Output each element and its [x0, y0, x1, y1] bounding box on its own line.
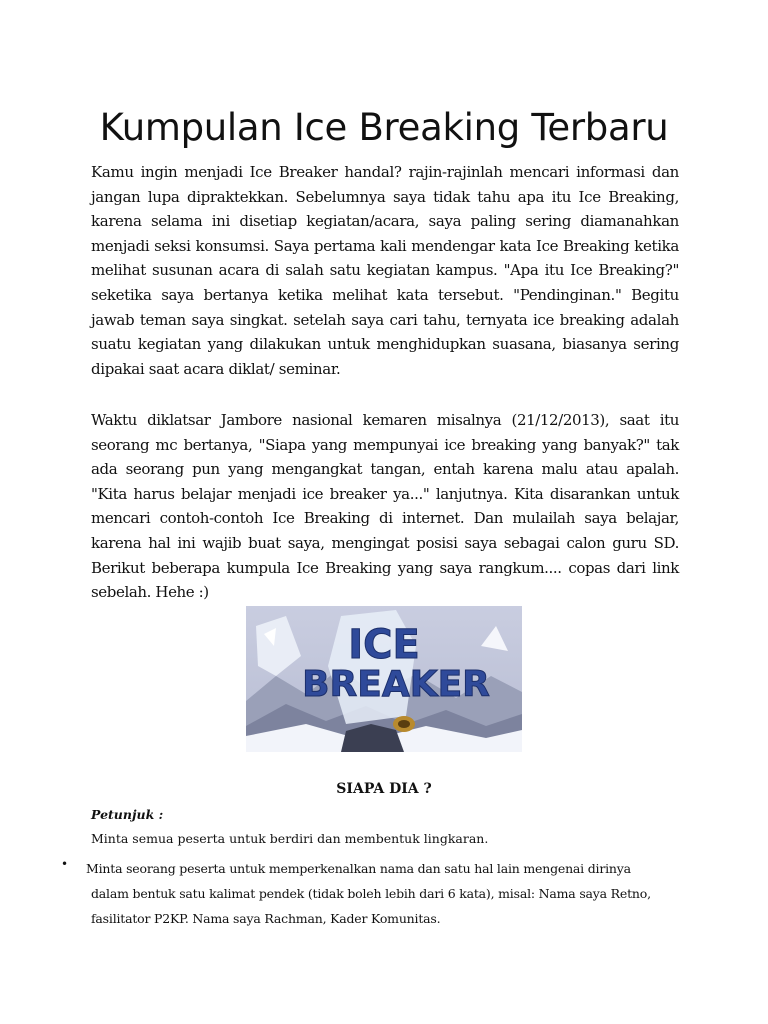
step-text: Minta semua peserta untuk berdiri dan membentuk lingkaran.: [91, 831, 489, 846]
logo-line-1: ICE: [348, 622, 420, 668]
intro-paragraph-2: Waktu diklatsar Jambore nasional kemaren misalnya (21/12/2013), saat itu seorang mc bertanya, "Siapa yang mempunyai ice breaking yang banyak?" tak ada seorang pun yang mengangkat tangan, entah karena malu atau apalah. "Kita harus belajar menjadi ice breaker ya..." lanjutnya. Kita disarankan untuk mencari contoh-contoh Ice Breaking di internet. Dan mulailah saya belajar, karena hal ini wajib buat saya, mengingat posisi saya sebagai calon guru SD. Berikut beberapa kumpula Ice Breaking yang saya rangkum.... copas dari link sebelah. Hehe :): [91, 411, 679, 602]
bullet-line-2: dalam bentuk satu kalimat pendek (tidak boleh lebih dari 6 kata), misal: Nama saya Retno,: [91, 886, 651, 901]
section-heading: SIAPA DIA ?: [336, 781, 432, 797]
bullet-icon: •: [61, 857, 69, 871]
hint-label: Petunjuk :: [91, 807, 164, 822]
logo-line-2: BREAKER: [302, 664, 490, 705]
page-title: Kumpulan Ice Breaking Terbaru: [99, 106, 669, 149]
bullet-line-3: fasilitator P2KP. Nama saya Rachman, Kader Komunitas.: [91, 911, 441, 926]
bullet-line-1: Minta seorang peserta untuk memperkenalkan nama dan satu hal lain mengenai dirinya: [86, 861, 631, 876]
intro-paragraph-1: Kamu ingin menjadi Ice Breaker handal? rajin-rajinlah mencari informasi dan jangan lupa dipraktekkan. Sebelumnya saya tidak tahu apa itu Ice Breaking, karena selama ini disetiap kegiatan/acara, saya paling sering diamanahkan menjadi seksi konsumsi. Saya pertama kali mendengar kata Ice Breaking ketika melihat susunan acara di salah satu kegiatan kampus. "Apa itu Ice Breaking?" seketika saya bertanya ketika melihat kata tersebut. "Pendinginan." Begitu jawab teman saya singkat. setelah saya cari tahu, ternyata ice breaking adalah suatu kegiatan yang dilakukan untuk menghidupkan suasana, biasanya sering dipakai saat acara diklat/ seminar.: [91, 163, 679, 378]
bullet-item: [86, 856, 676, 931]
ice-breaker-illustration: [246, 606, 522, 752]
